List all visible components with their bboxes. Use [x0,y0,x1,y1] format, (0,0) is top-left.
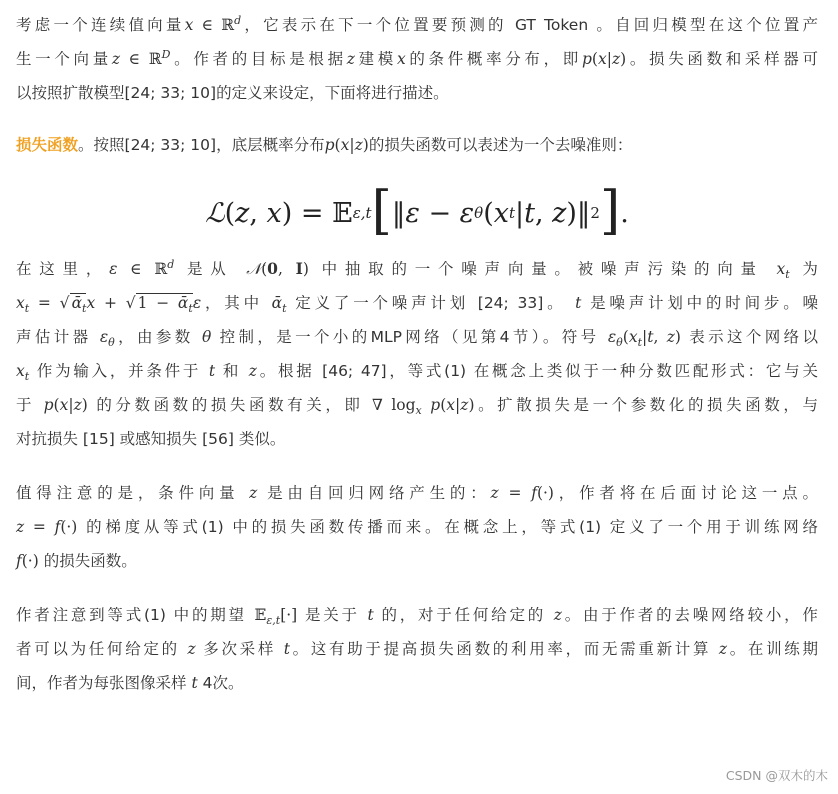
paragraph-loss-function: 损失函数。按照[24; 33; 10]，底层概率分布p(x|z)的损失函数可以表述为一个去噪准则： [16,136,633,154]
text-line: 对抗损失 [15] 或感知损失 [56] 类似。 [16,430,286,448]
text-line: $x_t$ = √ ᾱ$_t$x + √ 1 − ᾱ$_t$ε，其中 ᾱ$_t$ 定义了一个噪声计划 [24; 33]。 t 是噪声计划中的时间步。噪 [16,294,819,316]
text-line: z = f(·) 的梯度从等式(1) 中的损失函数传播而来。在概念上，等式(1) 定义了一个用于训练网络 [16,518,818,536]
csdn-watermark: CSDN @双木的木 [725,768,828,783]
text-line: $x_t$ 作为输入，并条件于 t 和 z。根据 [46; 47]，等式(1) 在概念上类似于一种分数匹配形式：它与关 [16,362,818,384]
text-line: 声估计器 $\varepsilon_\theta$，由参数 θ 控制，是一个小的MLP网络（见第4节）。符号 $\varepsilon_\theta(x_t|t$, z) 表示这个网络以 [16,328,818,350]
paragraph-conditioning [16,476,818,578]
text-line: 考虑一个连续值向量x ∈ ℝ$^d$，它表示在下一个位置要预测的 GT Token 。自回归模型在这个位置产 [16,13,818,34]
paragraph-noise-explanation [16,252,818,456]
paragraph-sampling [16,598,818,700]
paragraph-intro [16,8,818,110]
text-line: 者可以为任何给定的 z 多次采样 t。这有助于提高损失函数的利用率，而无需重新计算 z。在训练期 [16,640,818,658]
text-line: 生一个向量z ∈ ℝ$^D$。作者的目标是根据z建模x的条件概率分布，即p(x|z)。损失函数和采样器可 [16,47,818,68]
text-line: 在这里，ε ∈ ℝ$^d$ 是从 𝒩(0, I) 中抽取的一个噪声向量。被噪声污染的向量 $x_t$ 为 [16,257,818,282]
text-line: 以按照扩散模型[24; 33; 10]的定义来设定，下面将进行描述。 [16,84,449,102]
text-line: 值得注意的是，条件向量 z 是由自回归网络产生的：z = f(·)，作者将在后面讨论这一点。 [16,484,818,502]
text-line: f(·) 的损失函数。 [16,552,137,570]
text-line: 作者注意到等式(1) 中的期望 𝔼$_{\varepsilon,t}$[·] 是关于 t 的，对于任何给定的 z。由于作者的去噪网络较小，作 [16,606,818,628]
loss-equation: ℒ ( z , x ) = 𝔼 ε,t [ ‖ ε − ε θ ( x t | t , z )‖ 2 ] . [205,181,629,241]
highlight-label: 损失函数 [16,136,79,154]
text-line: 于 p(x|z) 的分数函数的损失函数有关，即 ∇ $\log_x p(x|z)$。扩散损失是一个参数化的损失函数，与 [16,396,818,418]
text-line: 间，作者为每张图像采样 t 4次。 [16,674,244,692]
